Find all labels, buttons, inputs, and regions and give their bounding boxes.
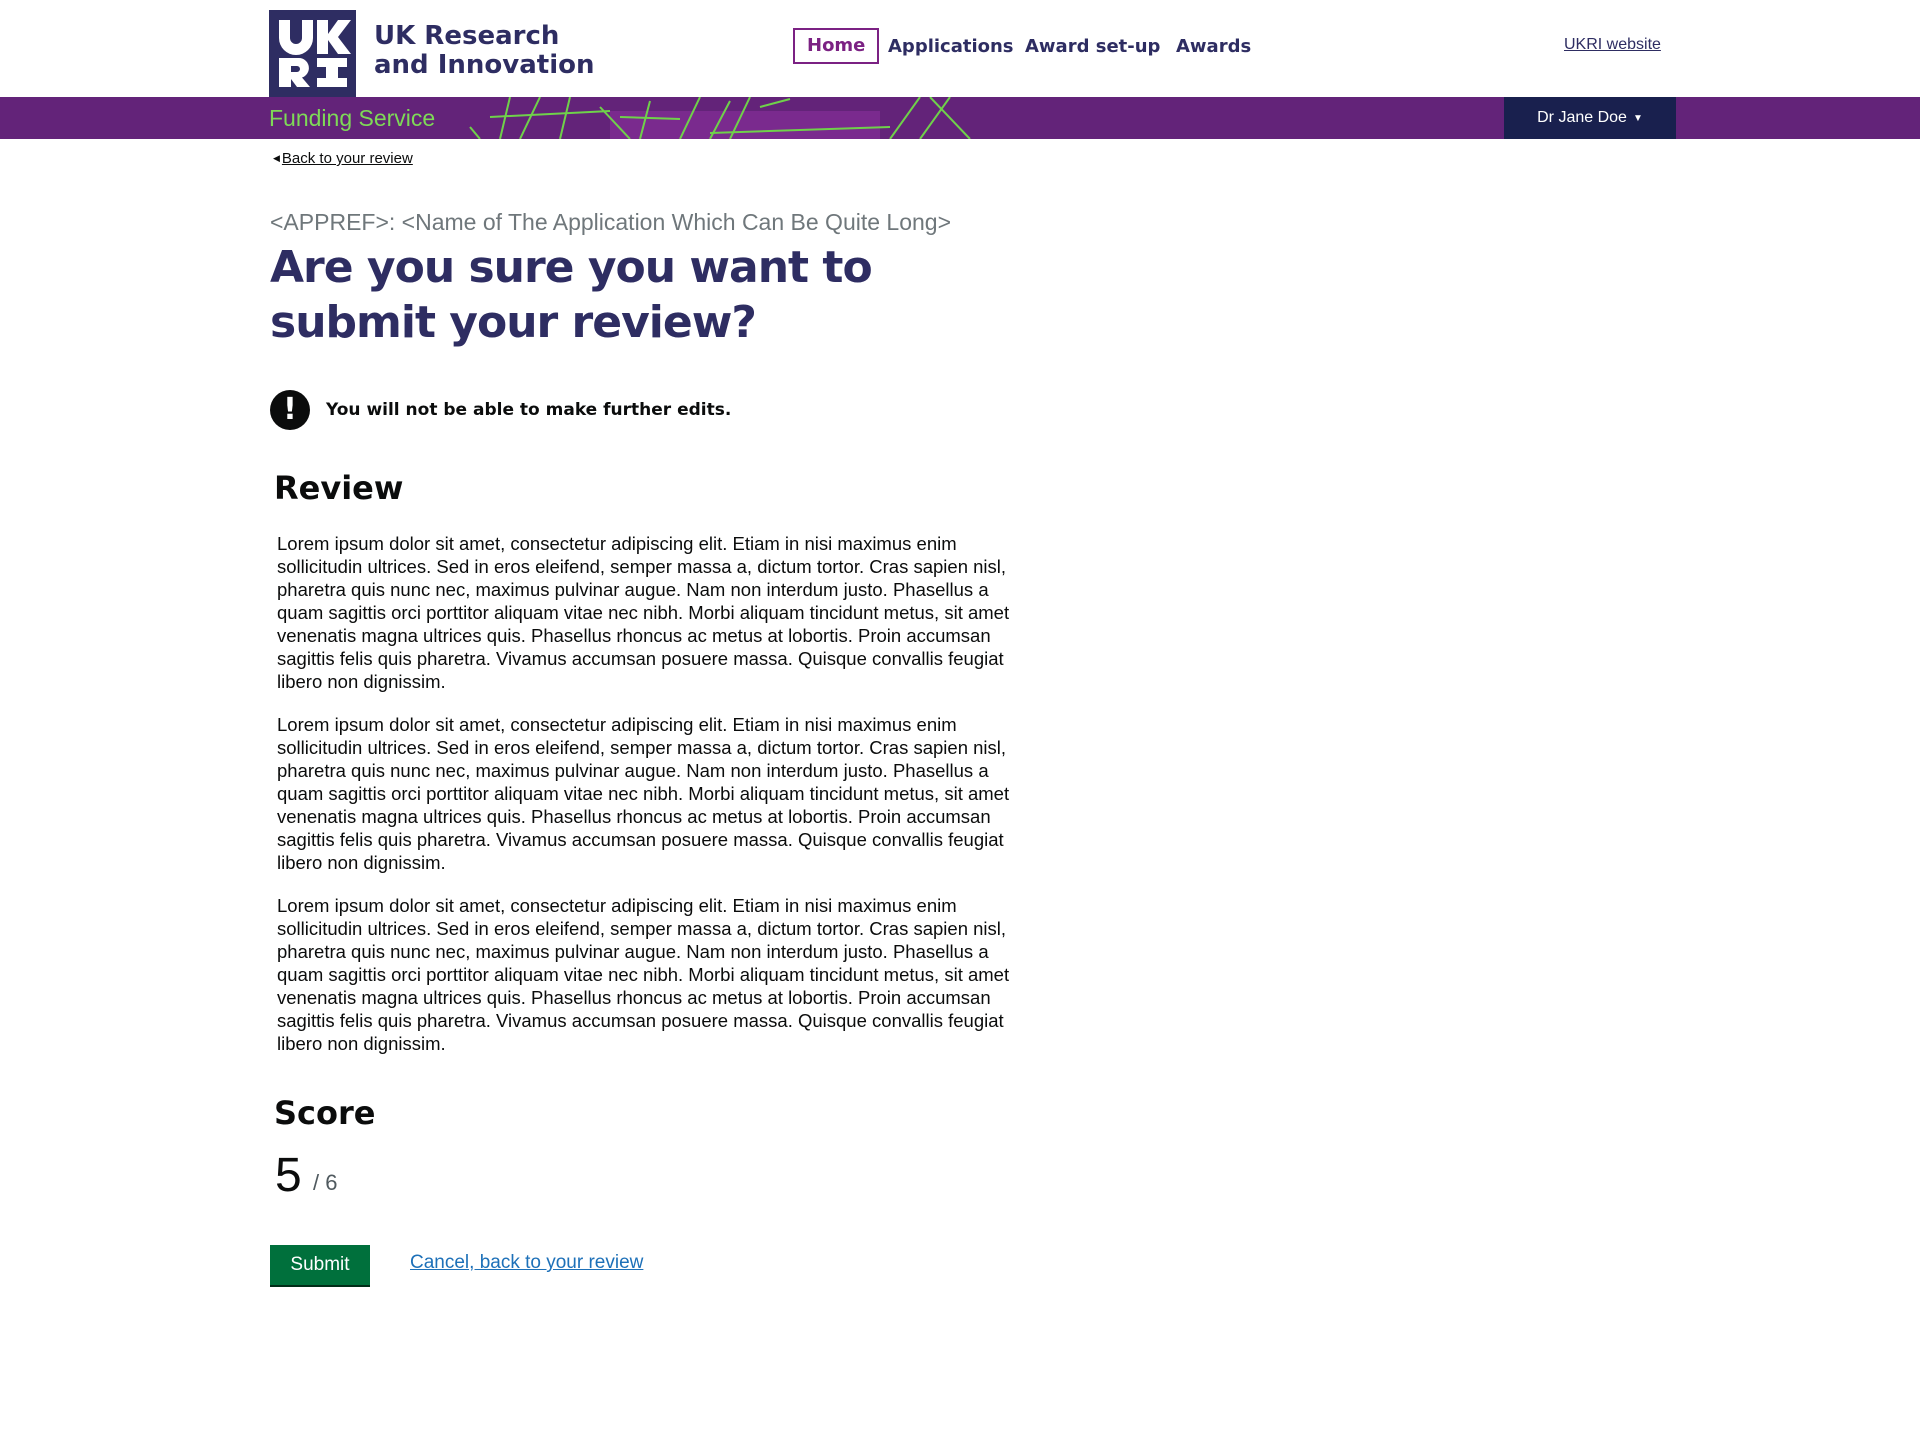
ukri-logo[interactable] xyxy=(269,10,356,97)
site-header xyxy=(0,0,1920,97)
service-bar xyxy=(0,97,1920,139)
nav-home[interactable]: Home xyxy=(793,28,879,64)
ukri-logo-icon xyxy=(269,10,356,97)
page-title: Are you sure you want to submit your review? xyxy=(270,242,872,348)
back-link[interactable] xyxy=(273,150,413,167)
user-name: Dr Jane Doe xyxy=(1537,109,1627,126)
review-body xyxy=(277,532,1017,1075)
user-menu[interactable] xyxy=(1504,97,1676,139)
caret-down-icon: ▼ xyxy=(1632,112,1643,124)
review-paragraph: Lorem ipsum dolor sit amet, consectetur adipiscing elit. Etiam in nisi maximus enim sollicitudin ultrices. Sed in eros eleifend, semper massa a, dictum tortor. Cras sapien nisl, pharetra quis nunc nec, maximus pulvinar augue. Nam non interdum justo. Phasellus a quam sagittis orci porttitor aliquam vitae nec nibh. Morbi aliquam tincidunt metus, sit amet venenatis magna ultrices quis. Phasellus rhoncus ac metus at lobortis. Proin accumsan sagittis felis quis pharetra. Vivamus accumsan posuere massa. Quisque convallis feugiat libero non dignissim. xyxy=(277,714,1010,873)
organisation-name xyxy=(374,22,594,80)
org-name-line-1: UK Research xyxy=(374,21,560,51)
score-value: 5 xyxy=(275,1149,302,1202)
nav-award-set-up[interactable]: Award set-up xyxy=(1025,36,1161,57)
score-heading: Score xyxy=(274,1094,376,1132)
warning-icon: ! xyxy=(270,390,310,430)
application-caption: <APPREF>: <Name of The Application Which Can Be Quite Long> xyxy=(270,209,952,235)
score-max: / 6 xyxy=(313,1170,338,1195)
submit-button[interactable]: Submit xyxy=(270,1245,370,1285)
cancel-link[interactable]: Cancel, back to your review xyxy=(410,1252,644,1273)
nav-awards[interactable]: Awards xyxy=(1176,36,1252,57)
service-name: Funding Service xyxy=(269,105,436,131)
warning-text-block xyxy=(270,390,731,430)
nav-applications[interactable]: Applications xyxy=(888,36,1014,57)
org-name-line-2: and Innovation xyxy=(374,50,595,80)
review-paragraph: Lorem ipsum dolor sit amet, consectetur adipiscing elit. Etiam in nisi maximus enim sollicitudin ultrices. Sed in eros eleifend, semper massa a, dictum tortor. Cras sapien nisl, pharetra quis nunc nec, maximus pulvinar augue. Nam non interdum justo. Phasellus a quam sagittis orci porttitor aliquam vitae nec nibh. Morbi aliquam tincidunt metus, sit amet venenatis magna ultrices quis. Phasellus rhoncus ac metus at lobortis. Proin accumsan sagittis felis quis pharetra. Vivamus accumsan posuere massa. Quisque convallis feugiat libero non dignissim. xyxy=(277,533,1010,692)
ukri-website-link[interactable]: UKRI website xyxy=(1564,36,1661,53)
review-heading: Review xyxy=(274,469,404,507)
back-link-label: Back to your review xyxy=(281,150,413,167)
review-paragraph: Lorem ipsum dolor sit amet, consectetur adipiscing elit. Etiam in nisi maximus enim sollicitudin ultrices. Sed in eros eleifend, semper massa a, dictum tortor. Cras sapien nisl, pharetra quis nunc nec, maximus pulvinar augue. Nam non interdum justo. Phasellus a quam sagittis orci porttitor aliquam vitae nec nibh. Morbi aliquam tincidunt metus, sit amet venenatis magna ultrices quis. Phasellus rhoncus ac metus at lobortis. Proin accumsan sagittis felis quis pharetra. Vivamus accumsan posuere massa. Quisque convallis feugiat libero non dignissim. xyxy=(277,895,1010,1054)
warning-message: You will not be able to make further edits. xyxy=(326,400,732,420)
back-arrow-icon: ◀ xyxy=(273,153,280,163)
decorative-pattern xyxy=(450,97,1010,139)
